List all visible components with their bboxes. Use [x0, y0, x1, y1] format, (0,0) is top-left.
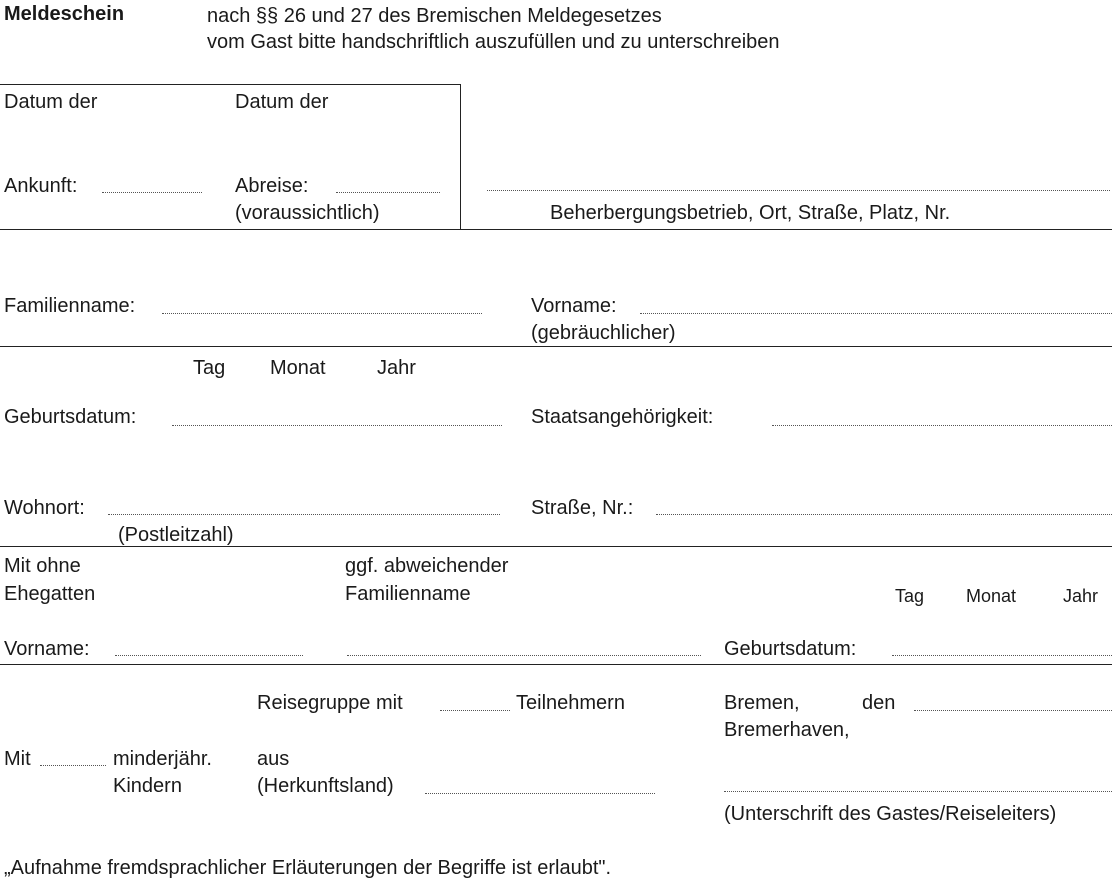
spouse-firstname-field[interactable]	[115, 655, 303, 656]
residence-field[interactable]	[108, 514, 500, 515]
children-label-line2: Kindern	[113, 775, 182, 797]
signature-caption: (Unterschrift des Gastes/Reiseleiters)	[724, 803, 1057, 825]
box-top-border	[0, 84, 461, 85]
spouse-alt-name-line2: Familienname	[345, 583, 471, 605]
spouse-label-line2: Ehegatten	[4, 583, 96, 605]
group-suffix: Teilnehmern	[516, 692, 625, 714]
form-title: Meldeschein	[4, 3, 125, 25]
nationality-label: Staatsangehörigkeit:	[531, 406, 714, 428]
birthdate-field[interactable]	[172, 425, 502, 426]
place-city2: Bremerhaven,	[724, 719, 850, 741]
establishment-field[interactable]	[487, 190, 1110, 191]
spouse-month-unit: Monat	[966, 586, 1017, 606]
arrival-label-top: Datum der	[4, 91, 98, 113]
group-from-label: aus	[257, 748, 290, 770]
departure-label: Abreise:	[235, 175, 309, 197]
residence-label: Wohnort:	[4, 497, 85, 519]
birthdate-label: Geburtsdatum:	[4, 406, 137, 428]
spouse-day-unit: Tag	[895, 586, 925, 606]
spouse-birthdate-field[interactable]	[892, 655, 1112, 656]
group-prefix: Reisegruppe mit	[257, 692, 403, 714]
spouse-birthdate-label: Geburtsdatum:	[724, 638, 857, 660]
departure-date-field[interactable]	[336, 192, 440, 193]
footer-note: „Aufnahme fremdsprachlicher Erläuterungen der Begriffe ist erlaubt".	[4, 857, 612, 879]
residence-note: (Postleitzahl)	[118, 524, 234, 546]
surname-label: Familienname:	[4, 295, 136, 317]
spouse-firstname-label: Vorname:	[4, 638, 90, 660]
place-date-label: den	[862, 692, 896, 714]
section-divider-2	[0, 346, 1112, 347]
arrival-date-field[interactable]	[102, 192, 202, 193]
departure-label-top: Datum der	[235, 91, 329, 113]
children-label-line1: minderjähr.	[113, 748, 212, 770]
firstname-field[interactable]	[640, 313, 1112, 314]
children-prefix: Mit	[4, 748, 31, 770]
firstname-note: (gebräuchlicher)	[531, 322, 676, 344]
place-date-field[interactable]	[914, 710, 1112, 711]
spouse-year-unit: Jahr	[1063, 586, 1099, 606]
group-country-label: (Herkunftsland)	[257, 775, 394, 797]
street-label: Straße, Nr.:	[531, 497, 634, 519]
spouse-alt-name-field[interactable]	[347, 655, 701, 656]
place-city1: Bremen,	[724, 692, 800, 714]
group-size-field[interactable]	[440, 710, 510, 711]
birthdate-year-unit: Jahr	[377, 357, 416, 379]
section-divider-4	[0, 664, 1112, 665]
nationality-field[interactable]	[772, 425, 1112, 426]
birthdate-day-unit: Tag	[193, 357, 226, 379]
signature-field[interactable]	[724, 791, 1112, 792]
departure-note: (voraussichtlich)	[235, 202, 380, 224]
box-right-border	[460, 84, 461, 229]
section-divider-3	[0, 546, 1112, 547]
spouse-label-line1: Mit ohne	[4, 555, 81, 577]
surname-field[interactable]	[162, 313, 482, 314]
establishment-caption: Beherbergungsbetrieb, Ort, Straße, Platz, Nr.	[550, 202, 951, 224]
header-legal-basis: nach §§ 26 und 27 des Bremischen Meldegesetzes	[207, 5, 662, 27]
birthdate-month-unit: Monat	[270, 357, 326, 379]
spouse-alt-name-line1: ggf. abweichender	[345, 555, 509, 577]
children-count-field[interactable]	[40, 765, 106, 766]
group-country-field[interactable]	[425, 793, 655, 794]
street-field[interactable]	[656, 514, 1112, 515]
header-instruction: vom Gast bitte handschriftlich auszufüllen und zu unterschreiben	[207, 31, 780, 53]
arrival-label: Ankunft:	[4, 175, 78, 197]
firstname-label: Vorname:	[531, 295, 617, 317]
section-divider-1	[0, 229, 1112, 230]
